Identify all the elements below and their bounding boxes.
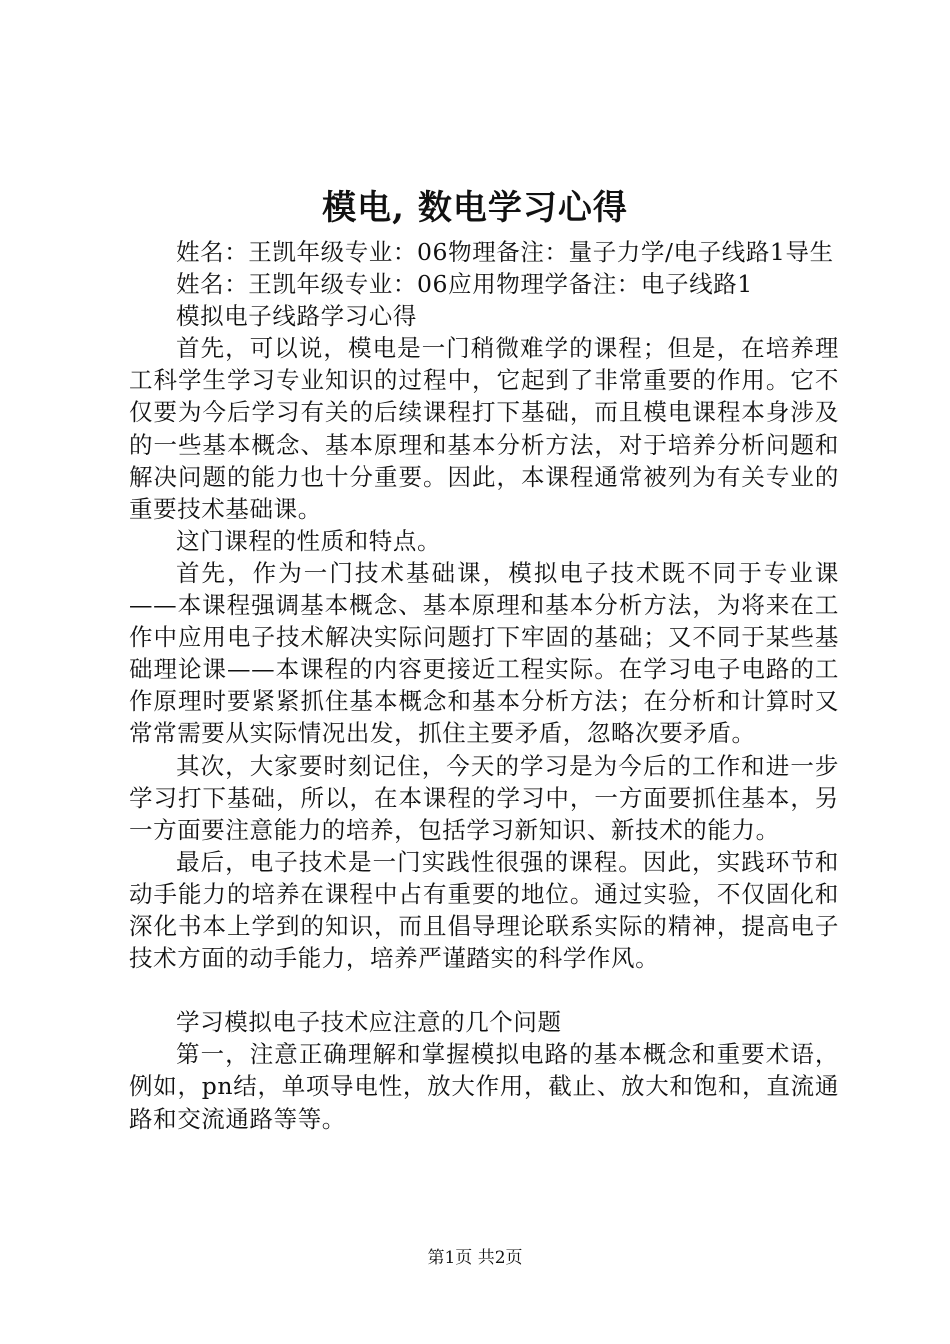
page-footer: 第1页 共2页: [427, 1248, 523, 1268]
paragraph-section-heading: 学习模拟电子技术应注意的几个问题: [176, 1008, 562, 1037]
paragraph: 最后，电子技术是一门实践性很强的课程。因此，实践环节和动手能力的培养在课程中占有重要的地位。通过实验，不仅固化和深化书本上学到的知识，而且倡导理论联系实际的精神，提高电子技术方面的动手能力，培养严谨踏实的科学作风。: [129, 847, 839, 973]
page-title: 模电, 数电学习心得: [322, 188, 628, 228]
paragraph-author-info-2: 姓名：王凯年级专业：06应用物理学备注：电子线路1: [176, 270, 753, 299]
paragraph-author-info-1: 姓名：王凯年级专业：06物理备注：量子力学/电子线路1导生: [176, 238, 834, 266]
document-body: [129, 236, 839, 1135]
paragraph: 首先，可以说，模电是一门稍微难学的课程；但是，在培养理工科学生学习专业知识的过程中，它起到了非常重要的作用。它不仅要为今后学习有关的后续课程打下基础，而且模电课程本身涉及的一些基本概念、基本原理和基本分析方法，对于培养分析问题和解决问题的能力也十分重要。因此，本课程通常被列为有关专业的重要技术基础课。: [129, 334, 839, 523]
paragraph: 其次，大家要时刻记住，今天的学习是为今后的工作和进一步学习打下基础，所以，在本课程的学习中，一方面要抓住基本，另一方面要注意能力的培养，包括学习新知识、新技术的能力。: [129, 751, 839, 844]
paragraph: 第一，注意正确理解和掌握模拟电路的基本概念和重要术语，例如，pn结，单项导电性，放大作用，截止、放大和饱和，直流通路和交流通路等等。: [129, 1040, 839, 1133]
paragraph: 首先，作为一门技术基础课，模拟电子技术既不同于专业课——本课程强调基本概念、基本原理和基本分析方法，为将来在工作中应用电子技术解决实际问题打下牢固的基础；又不同于某些基础理论课——本课程的内容更接近工程实际。在学习电子电路的工作原理时要紧紧抓住基本概念和基本分析方法；在分析和计算时又常常需要从实际情况出发，抓住主要矛盾，忽略次要矛盾。: [129, 558, 839, 748]
blank-line: [129, 974, 839, 1006]
paragraph-section-heading: 模拟电子线路学习心得: [176, 302, 417, 331]
paragraph: 这门课程的性质和特点。: [176, 526, 442, 555]
